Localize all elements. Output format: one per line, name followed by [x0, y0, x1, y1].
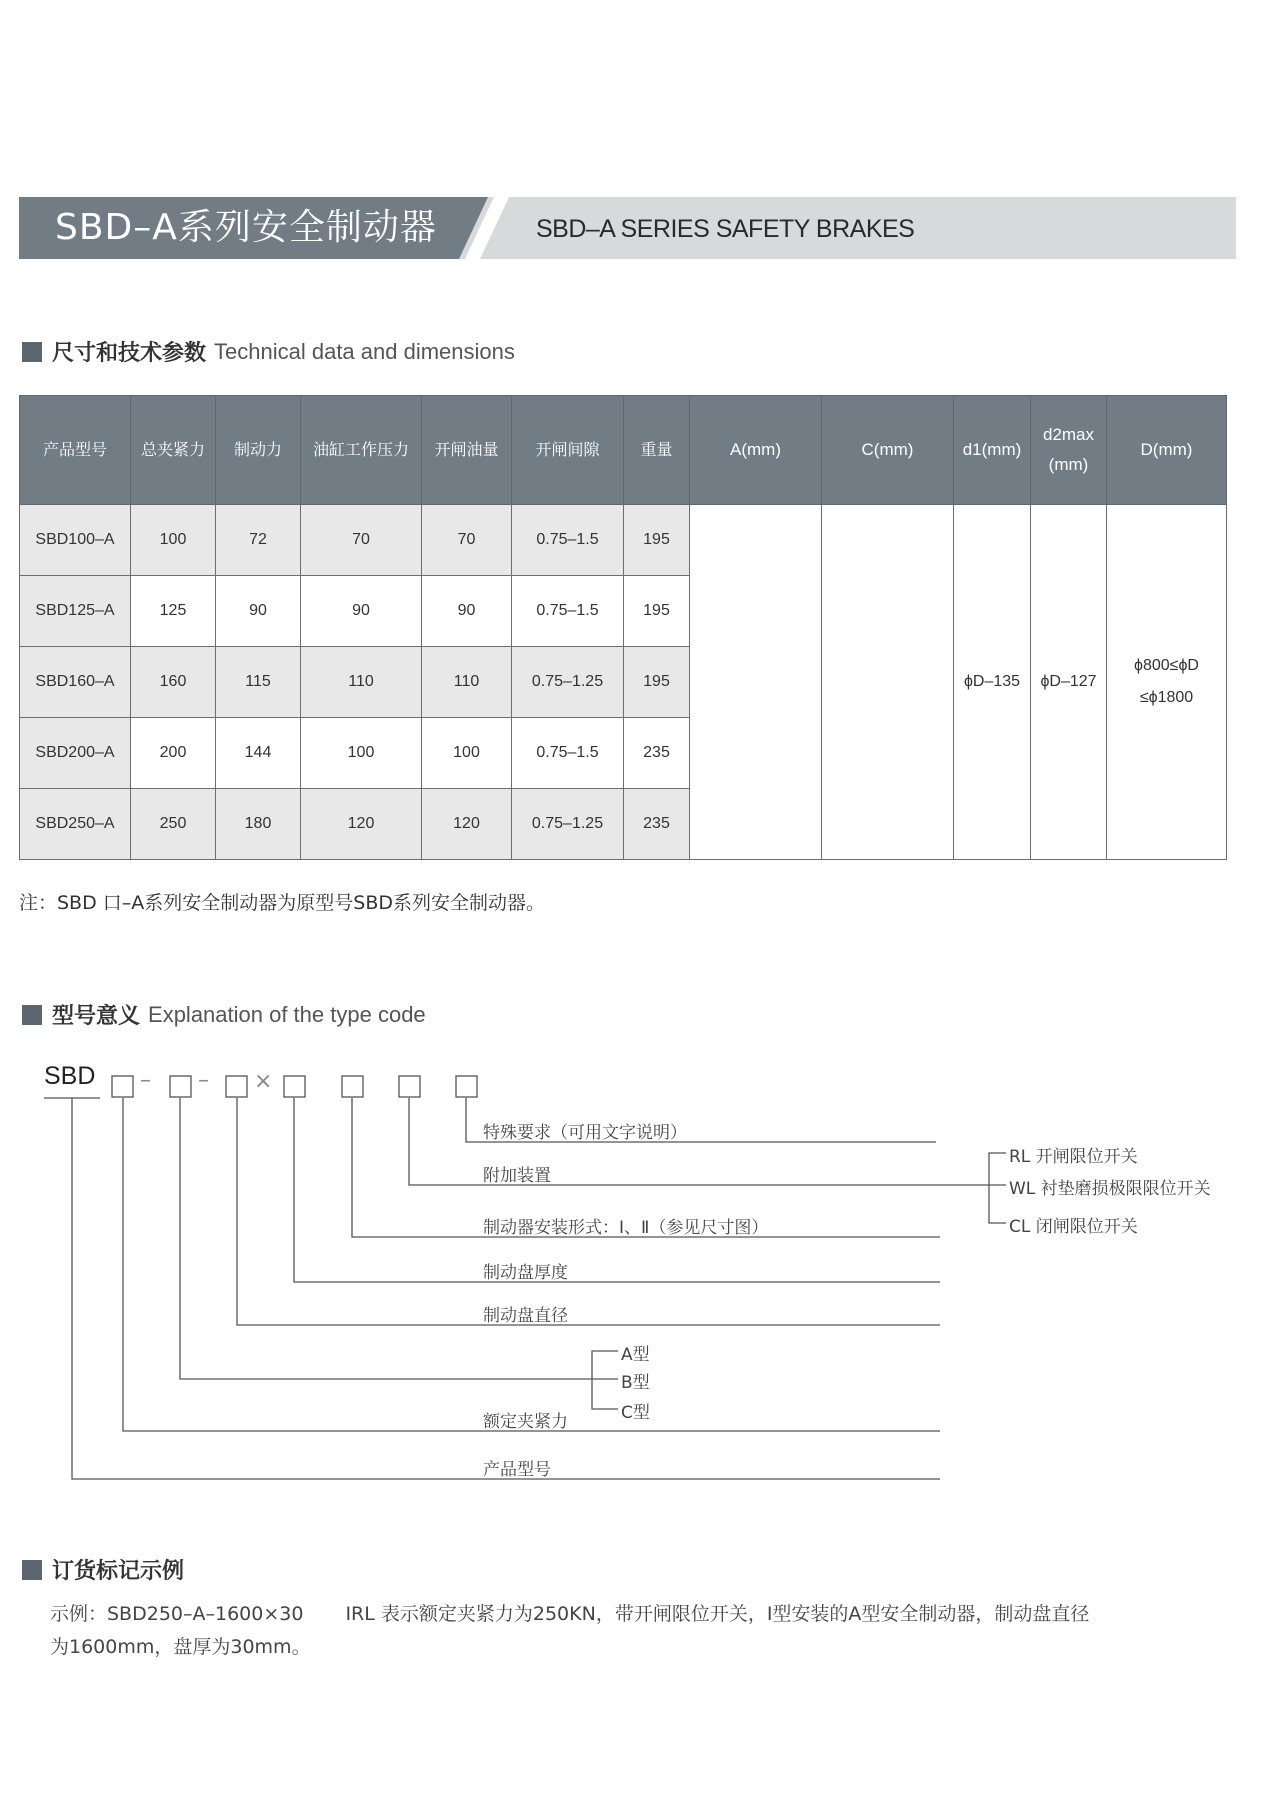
d2max-label: d2max — [1042, 425, 1095, 444]
label-special-requirement: 特殊要求（可用文字说明） — [483, 1123, 687, 1143]
d2max-unit: (mm) — [1048, 455, 1089, 474]
separator-times: × — [254, 1069, 273, 1094]
cell-value: 120 — [422, 789, 512, 860]
cell-value: 195 — [624, 576, 690, 647]
example-code: 示例：SBD250–A–1600×30 — [50, 1603, 304, 1625]
cell-c-merged — [822, 505, 954, 860]
banner-title-en: SBD–A SERIES SAFETY BRAKES — [536, 215, 915, 243]
table-row — [20, 505, 1227, 576]
cell-d1-merged: ϕD–135 — [954, 505, 1031, 860]
cell-value: 200 — [131, 718, 216, 789]
section-type-code-heading — [22, 999, 426, 1030]
table-note: 注：SBD 口–A系列安全制动器为原型号SBD系列安全制动器。 — [19, 892, 545, 914]
section-order-example-heading — [22, 1554, 192, 1585]
separator-dash: – — [140, 1068, 151, 1093]
spec-table — [19, 395, 1227, 860]
separator-dash: – — [198, 1068, 209, 1093]
cell-value: 195 — [624, 647, 690, 718]
title-banner — [19, 197, 1236, 259]
cell-model: SBD160–A — [20, 647, 131, 718]
label-mount-form: 制动器安装形式：Ⅰ、Ⅱ（参见尺寸图） — [483, 1218, 769, 1238]
cell-value: 0.75–1.25 — [512, 647, 624, 718]
col-header-total-clamp: 总夹紧力 — [131, 396, 216, 505]
label-rated-clamp: 额定夹紧力 — [483, 1412, 568, 1432]
cell-value: 100 — [301, 718, 422, 789]
square-bullet-icon — [22, 1005, 42, 1025]
label-cl-switch: CL 闭闸限位开关 — [1009, 1217, 1138, 1237]
cell-value: 0.75–1.5 — [512, 505, 624, 576]
col-header-d2max — [1031, 396, 1107, 505]
section-title-cn: 型号意义 — [52, 1004, 141, 1029]
label-disc-thickness: 制动盘厚度 — [483, 1263, 568, 1283]
cell-value: 90 — [422, 576, 512, 647]
col-header-d1: d1(mm) — [954, 396, 1031, 505]
type-code-diagram — [0, 1060, 1267, 1480]
section-title-cn: 订货标记示例 — [52, 1559, 185, 1584]
col-header-oil-volume: 开闸油量 — [422, 396, 512, 505]
col-header-gap: 开闸间隙 — [512, 396, 624, 505]
cell-model: SBD125–A — [20, 576, 131, 647]
cell-value: 100 — [422, 718, 512, 789]
cell-model: SBD100–A — [20, 505, 131, 576]
banner-title-cn: SBD–A系列安全制动器 — [55, 207, 437, 248]
cell-value: 180 — [216, 789, 301, 860]
cell-d-merged — [1107, 505, 1227, 860]
cell-value: 100 — [131, 505, 216, 576]
cell-value: 0.75–1.5 — [512, 576, 624, 647]
section-technical-data-heading — [22, 336, 515, 367]
cell-value: 235 — [624, 718, 690, 789]
cell-value: 115 — [216, 647, 301, 718]
label-product-model: 产品型号 — [483, 1460, 551, 1480]
section-title-en: Technical data and dimensions — [214, 338, 515, 364]
d-range-line2: ≤ϕ1800 — [1139, 689, 1194, 706]
cell-value: 0.75–1.25 — [512, 789, 624, 860]
label-disc-diameter: 制动盘直径 — [483, 1306, 568, 1326]
cell-model: SBD250–A — [20, 789, 131, 860]
square-bullet-icon — [22, 342, 42, 362]
cell-value: 120 — [301, 789, 422, 860]
cell-value: 144 — [216, 718, 301, 789]
cell-value: 0.75–1.5 — [512, 718, 624, 789]
type-code-prefix: SBD — [44, 1062, 96, 1090]
d-range-line1: ϕ800≤ϕD — [1134, 657, 1199, 674]
example-line-2: 为1600mm，盘厚为30mm。 — [50, 1636, 311, 1658]
cell-value: 250 — [131, 789, 216, 860]
cell-value: 90 — [216, 576, 301, 647]
cell-value: 72 — [216, 505, 301, 576]
section-title-cn: 尺寸和技术参数 — [52, 341, 207, 366]
col-header-pressure: 油缸工作压力 — [301, 396, 422, 505]
col-header-model: 产品型号 — [20, 396, 131, 505]
col-header-c: C(mm) — [822, 396, 954, 505]
label-type-a: A型 — [621, 1345, 650, 1365]
table-header-row — [20, 396, 1227, 505]
section-title-en: Explanation of the type code — [148, 1001, 426, 1027]
label-type-b: B型 — [621, 1373, 650, 1393]
col-header-brake-force: 制动力 — [216, 396, 301, 505]
cell-value: 110 — [422, 647, 512, 718]
cell-value: 160 — [131, 647, 216, 718]
cell-value: 90 — [301, 576, 422, 647]
col-header-d: D(mm) — [1107, 396, 1227, 505]
example-line-1 — [50, 1598, 1230, 1631]
label-wl-switch: WL 衬垫磨损极限限位开关 — [1009, 1179, 1211, 1199]
col-header-a: A(mm) — [690, 396, 822, 505]
cell-value: 70 — [422, 505, 512, 576]
cell-a-merged — [690, 505, 822, 860]
cell-value: 125 — [131, 576, 216, 647]
label-rl-switch: RL 开闸限位开关 — [1009, 1147, 1138, 1167]
label-type-c: C型 — [621, 1403, 650, 1423]
label-addon-device: 附加装置 — [483, 1166, 551, 1186]
order-example — [50, 1598, 1230, 1664]
square-bullet-icon — [22, 1560, 42, 1580]
cell-value: 110 — [301, 647, 422, 718]
example-description: ⅠRL 表示额定夹紧力为250KN，带开闸限位开关，Ⅰ型安装的A型安全制动器，制动盘直径 — [345, 1603, 1090, 1625]
cell-value: 195 — [624, 505, 690, 576]
cell-value: 70 — [301, 505, 422, 576]
cell-d2-merged: ϕD–127 — [1031, 505, 1107, 860]
cell-model: SBD200–A — [20, 718, 131, 789]
cell-value: 235 — [624, 789, 690, 860]
col-header-weight: 重量 — [624, 396, 690, 505]
